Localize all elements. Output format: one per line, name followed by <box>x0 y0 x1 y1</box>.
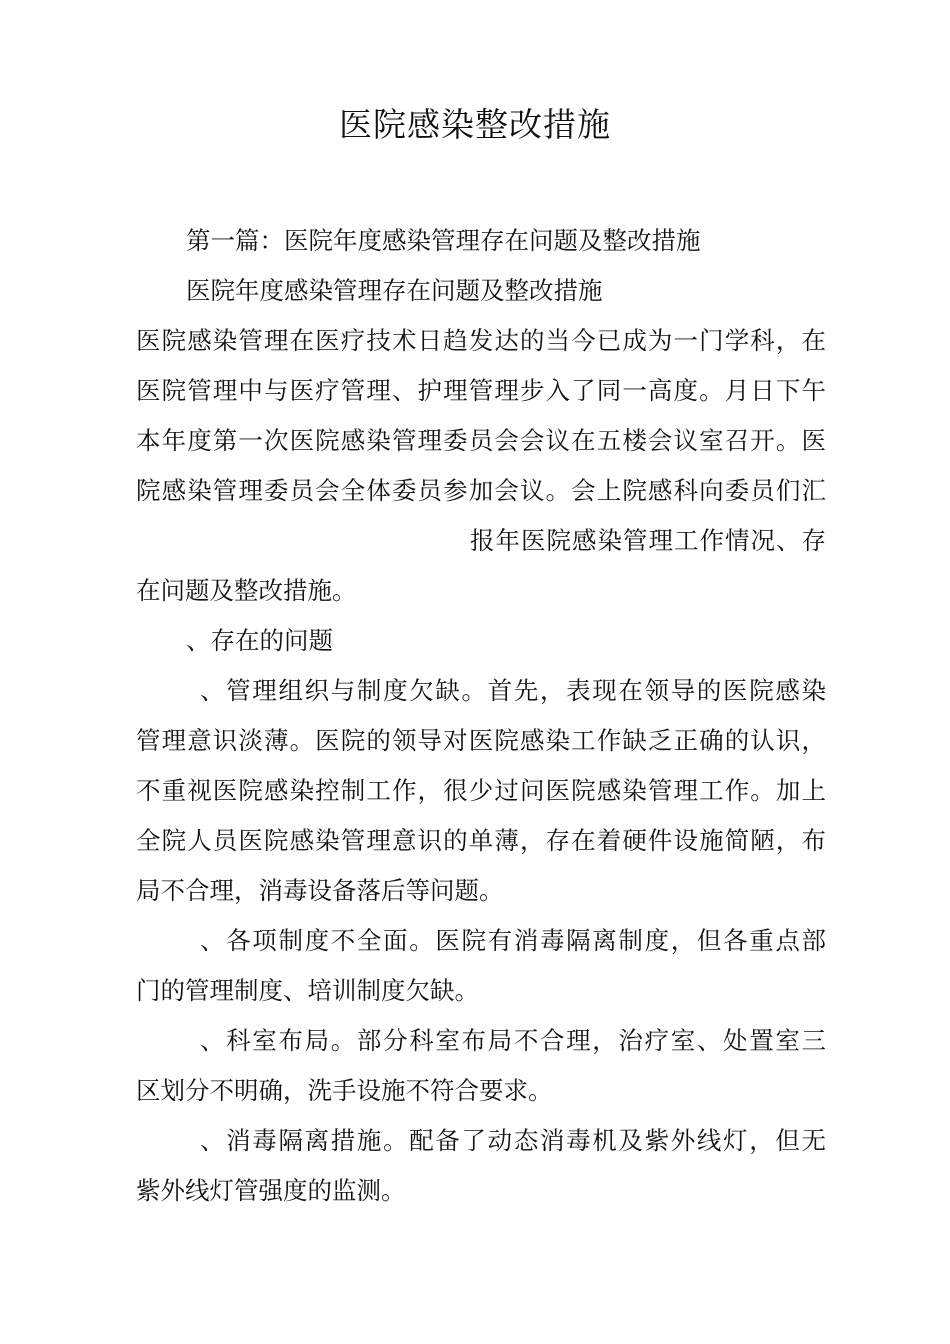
paragraph-line: 、科室布局。部分科室布局不合理，治疗室、处置室三 <box>200 1026 826 1055</box>
paragraph-line: 管理意识淡薄。医院的领导对医院感染工作缺乏正确的认识， <box>136 726 826 755</box>
paragraph-line: 院感染管理委员会全体委员参加会议。会上院感科向委员们汇 <box>136 476 826 505</box>
list-heading: 、存在的问题 <box>186 626 333 655</box>
paragraph-line: 医院管理中与医疗管理、护理管理步入了同一高度。月日下午 <box>136 376 826 405</box>
subheading: 医院年度感染管理存在问题及整改措施 <box>186 276 603 305</box>
paragraph-line: 、各项制度不全面。医院有消毒隔离制度，但各重点部 <box>200 926 826 955</box>
paragraph-line: 紫外线灯管强度的监测。 <box>136 1176 406 1205</box>
paragraph-line: 门的管理制度、培训制度欠缺。 <box>136 976 479 1005</box>
document-title: 医院感染整改措施 <box>339 105 611 144</box>
paragraph-line: 本年度第一次医院感染管理委员会会议在五楼会议室召开。医 <box>136 426 826 455</box>
section-heading: 第一篇：医院年度感染管理存在问题及整改措施 <box>186 226 701 255</box>
paragraph-line: 医院感染管理在医疗技术日趋发达的当今已成为一门学科，在 <box>136 326 826 355</box>
paragraph-line: 在问题及整改措施。 <box>136 576 357 605</box>
paragraph-line: 全院人员医院感染管理意识的单薄，存在着硬件设施简陋，布 <box>136 826 826 855</box>
paragraph-line: 报年医院感染管理工作情况、存 <box>470 526 826 555</box>
paragraph-line: 、消毒隔离措施。配备了动态消毒机及紫外线灯，但无 <box>200 1126 826 1155</box>
paragraph-line: 、管理组织与制度欠缺。首先，表现在领导的医院感染 <box>200 676 826 705</box>
paragraph-line: 区划分不明确，洗手设施不符合要求。 <box>136 1076 553 1105</box>
paragraph-line: 不重视医院感染控制工作，很少过问医院感染管理工作。加上 <box>136 776 826 805</box>
paragraph-line: 局不合理，消毒设备落后等问题。 <box>136 876 504 905</box>
